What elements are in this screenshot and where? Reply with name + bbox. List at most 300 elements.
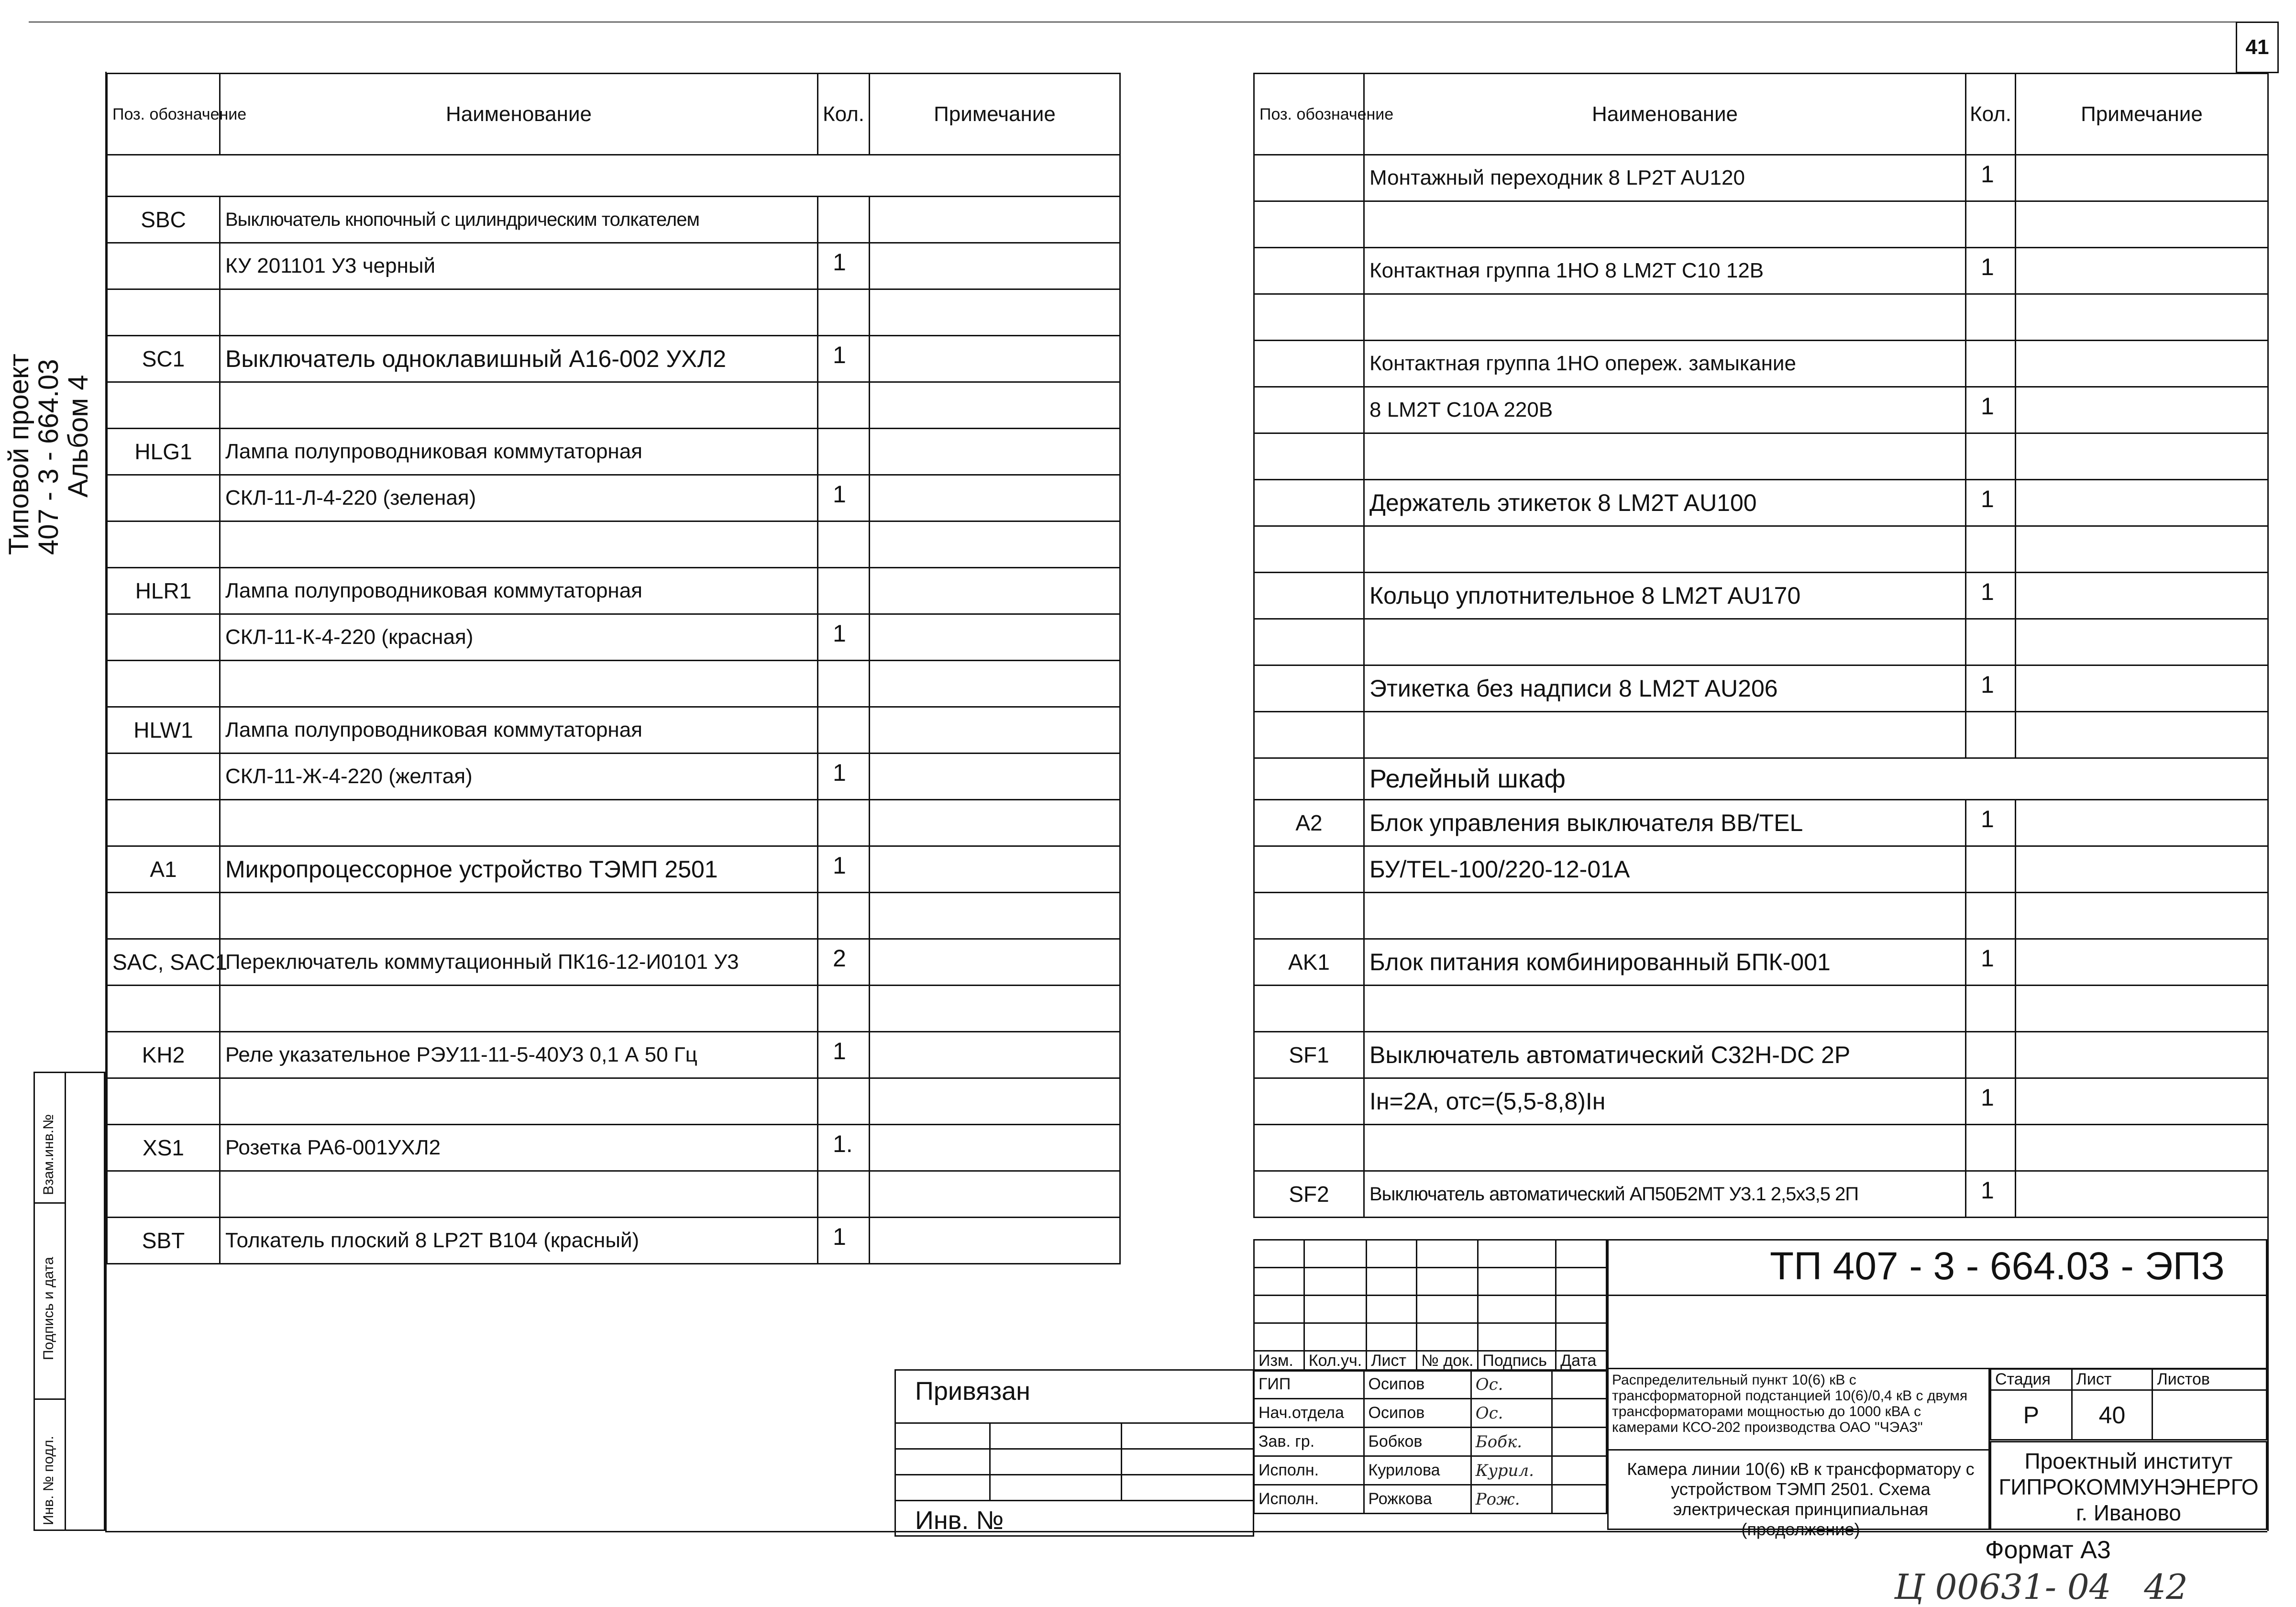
table-row	[1254, 433, 2268, 480]
table-row	[1254, 387, 2268, 433]
name-cell	[220, 661, 818, 707]
qty-cell	[1966, 433, 2016, 480]
signature-row	[1254, 1399, 1607, 1428]
name-cell: Микропроцессорное устройство ТЭМП 2501	[220, 846, 818, 893]
pos-cell	[1254, 986, 1364, 1032]
qty-cell: 2	[818, 939, 870, 986]
vzam-inv-label: Взам.инв.№	[41, 1114, 56, 1195]
table-row	[107, 475, 1120, 521]
pos-cell	[107, 986, 220, 1032]
name-cell: Выключатель кнопочный с цилиндрическим толкателем	[220, 197, 818, 243]
spacer-cell	[107, 155, 1120, 197]
name-cell: КУ 201101 У3 черный	[220, 243, 818, 289]
note-cell	[870, 289, 1120, 336]
note-cell	[870, 846, 1120, 893]
stage-grid	[1990, 1368, 2267, 1441]
person-name-cell: Рожкова	[1364, 1485, 1471, 1514]
table-row	[107, 846, 1120, 893]
note-cell	[2016, 480, 2268, 526]
org-line3: г. Иваново	[2076, 1500, 2181, 1525]
note-cell	[2016, 155, 2268, 201]
note-cell	[870, 1171, 1120, 1218]
qty-cell: 1	[818, 336, 870, 382]
table-row	[107, 243, 1120, 289]
pos-cell	[1254, 341, 1364, 387]
name-cell: БУ/TEL-100/220-12-01А	[1364, 846, 1966, 893]
side-stamp-strip	[33, 1072, 105, 1531]
table-row	[1254, 846, 2268, 893]
pos-cell	[107, 1171, 220, 1218]
table-row	[1254, 1171, 2268, 1218]
note-cell	[870, 429, 1120, 475]
name-cell	[220, 986, 818, 1032]
qty-cell	[818, 568, 870, 614]
qty-cell	[1966, 986, 2016, 1032]
note-cell	[870, 1125, 1120, 1171]
note-cell	[870, 939, 1120, 986]
sheet-label: Лист	[2072, 1369, 2152, 1390]
name-cell: СКЛ-11-К-4-220 (красная)	[220, 614, 818, 661]
pos-cell: AK1	[1254, 939, 1364, 986]
note-cell	[870, 336, 1120, 382]
name-cell	[1364, 526, 1966, 573]
table-row	[1254, 1078, 2268, 1125]
pos-cell	[107, 661, 220, 707]
note-cell	[870, 800, 1120, 846]
pos-cell	[107, 800, 220, 846]
table-row	[1254, 619, 2268, 665]
qty-cell	[818, 707, 870, 754]
side-title	[3, 287, 115, 555]
org-line2: ГИПРОКОММУНЭНЕРГО	[1998, 1474, 2259, 1499]
qty-cell	[818, 800, 870, 846]
handwritten-archive-note: Ц 00631- 04 42	[1894, 1567, 2188, 1607]
head-data: Дата	[1556, 1351, 1607, 1371]
qty-cell: 1	[818, 1218, 870, 1264]
table-row	[107, 754, 1120, 800]
header-note: Примечание	[870, 74, 1120, 155]
qty-cell: 1	[1966, 387, 2016, 433]
pos-cell	[1254, 619, 1364, 665]
note-cell	[2016, 939, 2268, 986]
pos-cell: SBT	[107, 1218, 220, 1264]
stage-label: Стадия	[1991, 1369, 2072, 1390]
sheets-value	[2152, 1390, 2267, 1440]
role-cell: Нач.отдела	[1254, 1399, 1364, 1428]
pos-cell	[1254, 1125, 1364, 1171]
pos-cell	[1254, 480, 1364, 526]
inv-podl-label: Инв. № подл.	[41, 1436, 56, 1525]
qty-cell: 1	[1966, 665, 2016, 712]
table-row	[107, 155, 1120, 197]
name-cell	[1364, 893, 1966, 939]
qty-cell	[1966, 619, 2016, 665]
qty-cell	[1966, 341, 2016, 387]
pos-cell	[1254, 893, 1364, 939]
signature-row	[1254, 1456, 1607, 1485]
pos-cell	[1254, 248, 1364, 294]
side-title-line1: Типовой проект	[3, 354, 34, 555]
name-cell: Iн=2А, отс=(5,5-8,8)Iн	[1364, 1078, 1966, 1125]
privyazan-row-line	[896, 1422, 1253, 1424]
table-row	[1254, 939, 2268, 986]
note-cell	[2016, 800, 2268, 846]
pos-cell	[1254, 155, 1364, 201]
header-qty: Кол.	[818, 74, 870, 155]
table-row	[1254, 155, 2268, 201]
qty-cell	[1966, 893, 2016, 939]
name-cell	[220, 382, 818, 429]
sheet-number: 41	[2245, 35, 2269, 59]
name-cell: Выключатель одноклавишный А16-002 УХЛ2	[220, 336, 818, 382]
note-cell	[2016, 387, 2268, 433]
table-row	[1254, 1032, 2268, 1078]
header-qty: Кол.	[1966, 74, 2016, 155]
qty-cell	[1966, 201, 2016, 248]
table-row	[107, 614, 1120, 661]
qty-cell	[818, 893, 870, 939]
qty-cell: 1.	[818, 1125, 870, 1171]
pos-cell	[107, 893, 220, 939]
qty-cell: 1	[818, 754, 870, 800]
pos-cell: HLR1	[107, 568, 220, 614]
table-row	[107, 707, 1120, 754]
qty-cell: 1	[1966, 800, 2016, 846]
table-row	[1254, 341, 2268, 387]
pos-cell	[107, 521, 220, 568]
header-name: Наименование	[1364, 74, 1966, 155]
table-row	[1254, 573, 2268, 619]
doc-code-divider	[1607, 1295, 2267, 1296]
role-cell: Исполн.	[1254, 1456, 1364, 1485]
signature-row	[1254, 1485, 1607, 1514]
table-row	[1254, 480, 2268, 526]
table-row	[107, 1171, 1120, 1218]
name-cell	[1364, 433, 1966, 480]
table-row	[107, 1218, 1120, 1264]
note-cell	[870, 754, 1120, 800]
table-row	[107, 521, 1120, 568]
name-cell	[220, 289, 818, 336]
qty-cell: 1	[818, 846, 870, 893]
pos-cell: SF1	[1254, 1032, 1364, 1078]
qty-cell	[1966, 712, 2016, 758]
side-strip-row	[35, 1398, 65, 1400]
table-row	[107, 336, 1120, 382]
name-cell	[220, 1171, 818, 1218]
name-cell	[1364, 1125, 1966, 1171]
name-cell: Контактная группа 1НО опереж. замыкание	[1364, 341, 1966, 387]
note-cell	[2016, 248, 2268, 294]
sheets-label: Листов	[2152, 1369, 2267, 1390]
pos-cell	[107, 1078, 220, 1125]
signatures-grid	[1253, 1369, 1607, 1514]
note-cell	[2016, 1032, 2268, 1078]
pos-cell: SBC	[107, 197, 220, 243]
qty-cell: 1	[1966, 1171, 2016, 1218]
date-cell	[1552, 1456, 1607, 1485]
note-cell	[2016, 201, 2268, 248]
note-cell	[870, 1032, 1120, 1078]
pos-cell	[107, 614, 220, 661]
note-cell	[870, 1078, 1120, 1125]
person-name-cell: Осипов	[1364, 1399, 1471, 1428]
name-cell: Блок управления выключателя ВВ/TEL	[1364, 800, 1966, 846]
name-cell: Держатель этикеток 8 LM2T AU100	[1364, 480, 1966, 526]
right-spec-table	[1253, 73, 2269, 1218]
qty-cell	[818, 661, 870, 707]
left-spec-body	[107, 155, 1120, 1264]
description-2: Камера линии 10(6) кВ к трансформатору с устройством ТЭМП 2501. Схема электрическая принципиальная (продолжение)	[1627, 1459, 1975, 1539]
pos-cell: SF2	[1254, 1171, 1364, 1218]
qty-cell	[818, 986, 870, 1032]
stage-value: Р	[1991, 1390, 2072, 1440]
note-cell	[870, 243, 1120, 289]
podpis-data-label: Подпись и дата	[41, 1257, 56, 1360]
table-row	[1254, 665, 2268, 712]
note-cell	[870, 707, 1120, 754]
qty-cell	[818, 1171, 870, 1218]
note-cell	[2016, 1171, 2268, 1218]
name-cell: Этикетка без надписи 8 LM2T AU206	[1364, 665, 1966, 712]
qty-cell	[818, 521, 870, 568]
qty-cell: 1	[1966, 248, 2016, 294]
name-cell: Переключатель коммутационный ПК16-12-И0101 У3	[220, 939, 818, 986]
name-cell	[1364, 712, 1966, 758]
date-cell	[1552, 1485, 1607, 1514]
pos-cell: KH2	[107, 1032, 220, 1078]
pos-cell	[1254, 526, 1364, 573]
table-row	[107, 1032, 1120, 1078]
qty-cell	[818, 1078, 870, 1125]
revision-header-row	[1254, 1351, 1607, 1371]
header-pos: Поз. обозначение	[107, 74, 220, 155]
table-row	[107, 382, 1120, 429]
pos-cell	[1254, 201, 1364, 248]
role-cell: Исполн.	[1254, 1485, 1364, 1514]
pos-cell: HLW1	[107, 707, 220, 754]
date-cell	[1552, 1399, 1607, 1428]
note-cell	[870, 568, 1120, 614]
privyazan-block	[894, 1369, 1254, 1537]
pos-cell	[107, 475, 220, 521]
qty-cell	[818, 382, 870, 429]
note-cell	[870, 475, 1120, 521]
table-row	[107, 939, 1120, 986]
person-name-cell: Курилова	[1364, 1456, 1471, 1485]
note-cell	[870, 661, 1120, 707]
table-row	[1254, 800, 2268, 846]
table-row	[1254, 248, 2268, 294]
table-row	[1254, 712, 2268, 758]
org-line1: Проектный институт	[2024, 1449, 2233, 1474]
signatures-body	[1254, 1370, 1607, 1514]
table-row	[1254, 201, 2268, 248]
pos-cell: SAC, SAC1	[107, 939, 220, 986]
sheet-value: 40	[2072, 1390, 2152, 1440]
table-row	[107, 429, 1120, 475]
pos-cell	[107, 382, 220, 429]
signature-cell: Бобк.	[1471, 1428, 1552, 1456]
note-cell	[870, 1218, 1120, 1264]
pos-cell	[1254, 712, 1364, 758]
qty-cell: 1	[1966, 573, 2016, 619]
note-cell	[2016, 294, 2268, 341]
name-cell: 8 LM2T C10A 220В	[1364, 387, 1966, 433]
note-cell	[870, 986, 1120, 1032]
name-cell: Кольцо уплотнительное 8 LM2T AU170	[1364, 573, 1966, 619]
name-cell	[1364, 619, 1966, 665]
table-row	[1254, 893, 2268, 939]
inv-no-label: Инв. №	[915, 1506, 1004, 1535]
table-row	[107, 1125, 1120, 1171]
name-cell: Выключатель автоматический АП50Б2МТ У3.1 2,5х3,5 2П	[1364, 1171, 1966, 1218]
pos-cell	[107, 289, 220, 336]
qty-cell: 1	[818, 1032, 870, 1078]
note-cell	[870, 382, 1120, 429]
note-cell	[870, 521, 1120, 568]
table-row	[1254, 526, 2268, 573]
qty-cell	[818, 289, 870, 336]
revision-grid	[1253, 1239, 1607, 1372]
head-doc-no: № док.	[1417, 1351, 1478, 1371]
pos-cell	[1254, 294, 1364, 341]
title-block	[1253, 1239, 2267, 1545]
privyazan-label: Привязан	[915, 1377, 1030, 1406]
privyazan-row-line	[896, 1500, 1253, 1501]
date-cell	[1552, 1428, 1607, 1456]
table-row	[107, 197, 1120, 243]
note-cell	[2016, 1125, 2268, 1171]
table-row	[1254, 758, 2268, 800]
org-box	[1990, 1441, 2267, 1530]
signature-row	[1254, 1370, 1607, 1399]
section-title: Релейный шкаф	[1364, 758, 2268, 800]
pos-cell	[107, 243, 220, 289]
name-cell	[220, 800, 818, 846]
name-cell: Выключатель автоматический С32Н-DC 2P	[1364, 1032, 1966, 1078]
table-row	[1254, 986, 2268, 1032]
note-cell	[2016, 1078, 2268, 1125]
name-cell	[220, 893, 818, 939]
qty-cell	[818, 197, 870, 243]
role-cell: ГИП	[1254, 1370, 1364, 1399]
note-cell	[2016, 619, 2268, 665]
pos-cell	[1254, 1078, 1364, 1125]
side-strip-row	[35, 1202, 65, 1204]
note-cell	[2016, 665, 2268, 712]
qty-cell	[1966, 1125, 2016, 1171]
qty-cell: 1	[818, 614, 870, 661]
name-cell: Реле указательное РЭУ11-11-5-40У3 0,1 А 50 Гц	[220, 1032, 818, 1078]
privyazan-col-line	[1121, 1422, 1122, 1500]
table-row	[107, 986, 1120, 1032]
name-cell: Толкатель плоский 8 LP2T B104 (красный)	[220, 1218, 818, 1264]
signature-cell: Рож.	[1471, 1485, 1552, 1514]
qty-cell	[1966, 846, 2016, 893]
table-row	[107, 800, 1120, 846]
name-cell: Розетка РА6-001УХЛ2	[220, 1125, 818, 1171]
note-cell	[2016, 846, 2268, 893]
qty-cell	[1966, 294, 2016, 341]
head-podpis: Подпись	[1478, 1351, 1556, 1371]
person-name-cell: Осипов	[1364, 1370, 1471, 1399]
qty-cell: 1	[1966, 480, 2016, 526]
qty-cell: 1	[818, 475, 870, 521]
pos-cell	[1254, 665, 1364, 712]
privyazan-col-line	[989, 1422, 991, 1500]
right-spec-body	[1254, 155, 2268, 1218]
side-title-line3: Альбом 4	[63, 375, 94, 498]
name-cell: СКЛ-11-Ж-4-220 (желтая)	[220, 754, 818, 800]
pos-cell: SC1	[107, 336, 220, 382]
side-title-line2: 407 - 3 - 664.03	[33, 359, 64, 555]
name-cell: Лампа полупроводниковая коммутаторная	[220, 429, 818, 475]
privyazan-row-line	[896, 1474, 1253, 1475]
pos-cell	[1254, 387, 1364, 433]
pos-cell	[107, 754, 220, 800]
pos-cell: XS1	[107, 1125, 220, 1171]
name-cell: Контактная группа 1НО 8 LM2T C10 12В	[1364, 248, 1966, 294]
name-cell: Блок питания комбинированный БПК-001	[1364, 939, 1966, 986]
table-row	[107, 661, 1120, 707]
qty-cell: 1	[1966, 939, 2016, 986]
table-row	[1254, 1125, 2268, 1171]
note-cell	[2016, 893, 2268, 939]
format-label: Формат А3	[1985, 1536, 2111, 1564]
signature-cell: Ос.	[1471, 1399, 1552, 1428]
date-cell	[1552, 1370, 1607, 1399]
note-cell	[2016, 526, 2268, 573]
qty-cell	[1966, 526, 2016, 573]
table-row	[107, 1078, 1120, 1125]
note-cell	[870, 614, 1120, 661]
name-cell: Монтажный переходник 8 LP2T AU120	[1364, 155, 1966, 201]
qty-cell: 1	[1966, 155, 2016, 201]
pos-cell: A1	[107, 846, 220, 893]
pos-cell: A2	[1254, 800, 1364, 846]
pos-cell	[1254, 573, 1364, 619]
name-cell	[1364, 201, 1966, 248]
qty-cell	[1966, 1032, 2016, 1078]
description-1: Распределительный пункт 10(6) кВ с трансформаторной подстанцией 10(6)/0,4 кВ с двумя трансформаторами мощностью до 1000 кВА с камерами КСО-202 производства ОАО "ЧЭАЗ"	[1612, 1372, 1968, 1435]
name-cell: Лампа полупроводниковая коммутаторная	[220, 707, 818, 754]
name-cell: Лампа полупроводниковая коммутаторная	[220, 568, 818, 614]
person-name-cell: Бобков	[1364, 1428, 1471, 1456]
header-name: Наименование	[220, 74, 818, 155]
qty-cell: 1	[818, 243, 870, 289]
table-row	[1254, 294, 2268, 341]
name-cell	[220, 1078, 818, 1125]
head-kol-uch: Кол.уч.	[1304, 1351, 1366, 1371]
signature-row	[1254, 1428, 1607, 1456]
pos-cell	[1254, 846, 1364, 893]
header-note: Примечание	[2016, 74, 2268, 155]
table-row	[107, 893, 1120, 939]
head-izm: Изм.	[1254, 1351, 1304, 1371]
head-list: Лист	[1367, 1351, 1417, 1371]
header-pos: Поз. обозначение	[1254, 74, 1364, 155]
table-row	[107, 568, 1120, 614]
name-cell	[1364, 986, 1966, 1032]
name-cell	[1364, 294, 1966, 341]
doc-code: ТП 407 - 3 - 664.03 - ЭПЗ	[1770, 1244, 2225, 1288]
signature-cell: Курил.	[1471, 1456, 1552, 1485]
qty-cell: 1	[1966, 1078, 2016, 1125]
note-cell	[2016, 433, 2268, 480]
signature-cell: Ос.	[1471, 1370, 1552, 1399]
side-strip-divider	[65, 1073, 66, 1529]
